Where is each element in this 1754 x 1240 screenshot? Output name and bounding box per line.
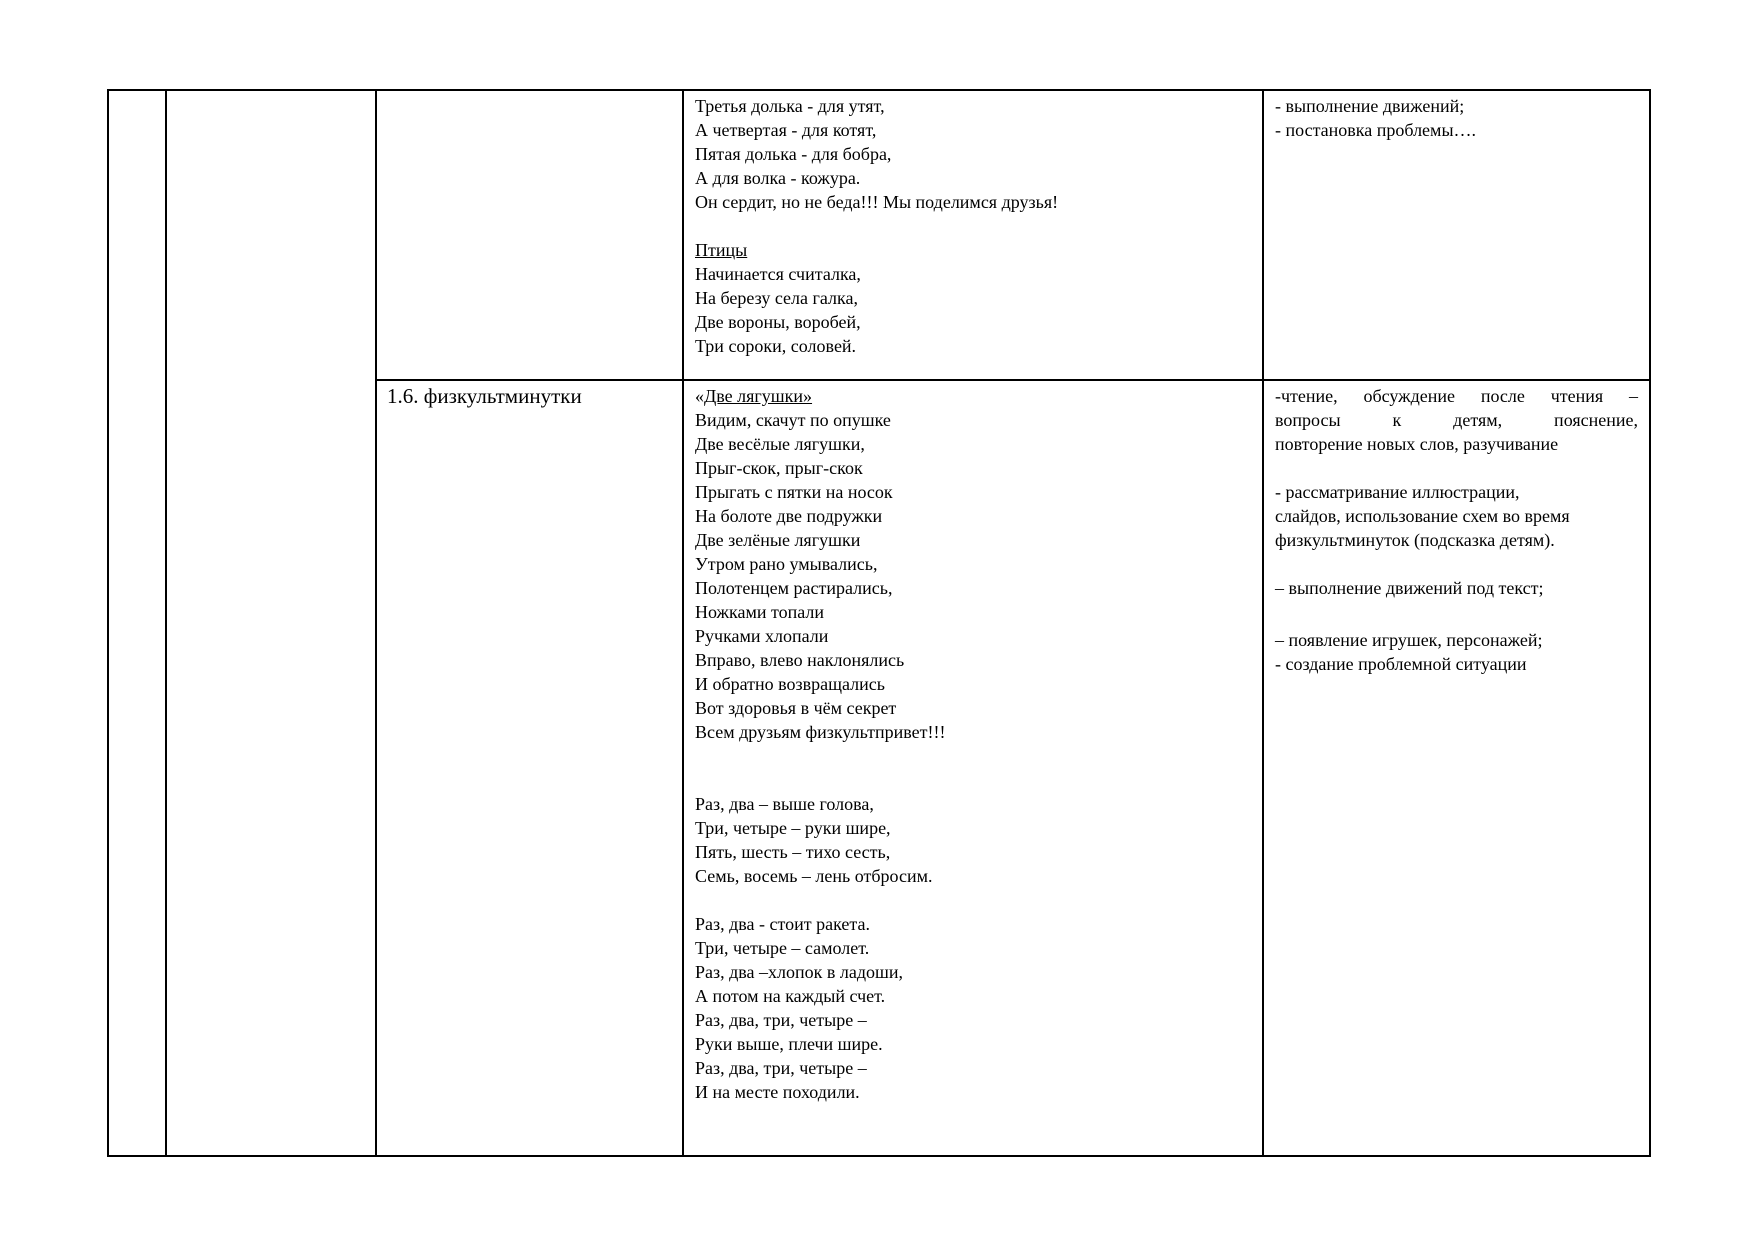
poem-line: Пятая долька - для бобра, — [695, 144, 892, 164]
poem-line: Полотенцем растирались, — [695, 578, 893, 598]
poem-line: А для волка - кожура. — [695, 168, 861, 188]
notes-cell — [1263, 90, 1650, 380]
poem-line: На болоте две подружки — [695, 506, 883, 526]
note-line: – появление игрушек, персонажей; — [1275, 630, 1543, 650]
poem-line: Начинается считалка, — [695, 264, 861, 284]
poem-line: Две весёлые лягушки, — [695, 434, 865, 454]
lesson-plan-table — [107, 89, 1651, 1157]
poem-line: Раз, два - стоит ракета. — [695, 914, 870, 934]
poem-line: А потом на каждый счет. — [695, 986, 886, 1006]
poem-line: И на месте походили. — [695, 1082, 860, 1102]
poem-line: Видим, скачут по опушке — [695, 410, 891, 430]
note-line: вопросы к детям, пояснение, — [1275, 410, 1638, 430]
poem-line: Третья долька - для утят, — [695, 96, 885, 116]
table-row — [108, 90, 1650, 380]
poem-line: Две зелёные лягушки — [695, 530, 861, 550]
topic-cell-empty — [376, 90, 683, 380]
poem-line: Ножками топали — [695, 602, 824, 622]
note-line: физкультминуток (подсказка детям). — [1275, 530, 1555, 550]
poem-cell — [683, 90, 1263, 380]
poem-line: Прыгать с пятки на носок — [695, 482, 893, 502]
note-line: - рассматривание иллюстрации, — [1275, 482, 1520, 502]
poem-title-quote: « — [695, 386, 704, 406]
poem-line: Три, четыре – руки шире, — [695, 818, 891, 838]
poem-line: Семь, восемь – лень отбросим. — [695, 866, 933, 886]
poem-line: И обратно возвращались — [695, 674, 885, 694]
note-line: - создание проблемной ситуации — [1275, 654, 1527, 674]
note-line: - выполнение движений; — [1275, 96, 1465, 116]
number-cell — [108, 90, 166, 1156]
poem-line: Вправо, влево наклонялись — [695, 650, 905, 670]
poem-line: Всем друзьям физкультпривет!!! — [695, 722, 946, 742]
notes-cell — [1263, 380, 1650, 1156]
poem-title: Две лягушки» — [704, 386, 813, 406]
poem-line: Пять, шесть – тихо сесть, — [695, 842, 891, 862]
note-line: -чтение, обсуждение после чтения – — [1275, 386, 1638, 406]
poem-title: Птицы — [695, 240, 748, 260]
topic-title: 1.6. физкультминутки — [387, 384, 582, 408]
poem-line: А четвертая - для котят, — [695, 120, 877, 140]
section-cell — [166, 90, 376, 1156]
note-line: – выполнение движений под текст; — [1275, 578, 1544, 598]
poem-line: Раз, два –хлопок в ладоши, — [695, 962, 904, 982]
poem-cell — [683, 380, 1263, 1156]
poem-line: Раз, два, три, четыре – — [695, 1058, 867, 1078]
poem-line: Раз, два – выше голова, — [695, 794, 874, 814]
poem-line: Три, четыре – самолет. — [695, 938, 870, 958]
poem-line: На березу села галка, — [695, 288, 858, 308]
note-line: - постановка проблемы…. — [1275, 120, 1477, 140]
poem-line: Две вороны, воробей, — [695, 312, 861, 332]
poem-line: Руки выше, плечи шире. — [695, 1034, 883, 1054]
poem-line: Раз, два, три, четыре – — [695, 1010, 867, 1030]
topic-cell — [376, 380, 683, 1156]
poem-line: Утром рано умывались, — [695, 554, 878, 574]
poem-line: Он сердит, но не беда!!! Мы поделимся друзья! — [695, 192, 1059, 212]
poem-line: Ручками хлопали — [695, 626, 829, 646]
poem-line: Прыг-скок, прыг-скок — [695, 458, 863, 478]
poem-line: Вот здоровья в чём секрет — [695, 698, 897, 718]
poem-line: Три сороки, соловей. — [695, 336, 857, 356]
note-line: слайдов, использование схем во время — [1275, 506, 1570, 526]
note-line: повторение новых слов, разучивание — [1275, 434, 1559, 454]
